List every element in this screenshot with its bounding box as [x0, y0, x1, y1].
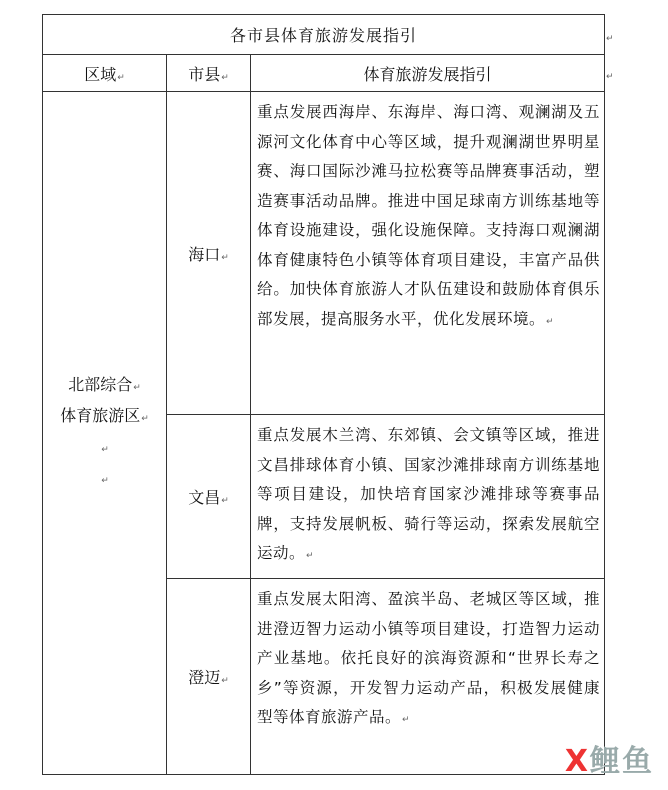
city-name: 海口: [188, 244, 221, 264]
paragraph-mark: ↵: [117, 72, 125, 83]
header-guide: [251, 55, 605, 92]
paragraph-mark: ↵: [306, 551, 315, 561]
city-name: 澄迈: [188, 668, 221, 687]
region-name-line1: 北部综合: [68, 375, 133, 394]
header-guide-label: 体育旅游发展指引: [363, 64, 492, 84]
paragraph-mark: ↵: [221, 676, 229, 686]
paragraph-mark: ↵: [101, 445, 109, 455]
paragraph-mark: ↵: [221, 72, 229, 83]
guide-cell-wenchang: [251, 415, 605, 579]
paragraph-mark: ↵: [141, 414, 149, 424]
guide-text: 重点发展西海岸、东海岸、海口湾、观澜湖及五源河文化体育中心等区域，提升观澜湖世界明星赛、海口国际沙滩马拉松赛等品牌赛事活动，塑造赛事活动品牌。推进中国足球南方训练基地等体育设施建设，强化设施保障。支持海口观澜湖体育健康特色小镇等体育项目建设，丰富产品供给。加快体育旅游人才队伍建设和鼓励体育俱乐部发展，提高服务水平，优化发展环境。: [257, 103, 600, 328]
city-name: 文昌: [188, 488, 221, 507]
city-cell-chengmai: [167, 579, 251, 775]
guide-text: 重点发展太阳湾、盈滨半岛、老城区等区域，推进澄迈智力运动小镇等项目建设，打造智力运动产业基地。依托良好的滨海资源和“世界长寿之乡”等资源，开发智力运动产品，积极发展健康型等体育旅游产品。: [257, 590, 600, 726]
watermark-left: X: [564, 744, 590, 779]
header-city: [167, 55, 251, 92]
region-cell: [43, 92, 167, 775]
paragraph-mark: ↵: [606, 34, 614, 44]
guide-table: [42, 14, 605, 775]
paragraph-mark: ↵: [221, 252, 229, 263]
table-title-cell: [43, 15, 605, 55]
paragraph-mark: ↵: [402, 715, 411, 725]
guide-cell-haikou: [251, 92, 605, 415]
header-region: [43, 55, 167, 92]
guide-cell-chengmai: [251, 579, 605, 775]
paragraph-mark: ↵: [133, 383, 141, 393]
header-city-label: 市县: [188, 64, 221, 84]
paragraph-mark: ↵: [101, 476, 109, 486]
watermark-logo: [565, 736, 654, 780]
paragraph-mark: ↵: [546, 316, 555, 327]
watermark-right: 鲤鱼: [590, 744, 654, 779]
city-cell-wenchang: [167, 415, 251, 579]
region-name-line2: 体育旅游区: [60, 406, 141, 425]
table-title: 各市县体育旅游发展指引: [229, 26, 417, 45]
paragraph-mark: ↵: [221, 496, 229, 506]
guide-text: 重点发展木兰湾、东郊镇、会文镇等区域，推进文昌排球体育小镇、国家沙滩排球南方训练基地等项目建设，加快培育国家沙滩排球等赛事品牌，支持发展帆板、骑行等运动，探索发展航空运动。: [257, 426, 600, 562]
paragraph-mark: ↵: [606, 72, 614, 82]
city-cell-haikou: [167, 92, 251, 415]
header-region-label: 区域: [84, 64, 117, 84]
